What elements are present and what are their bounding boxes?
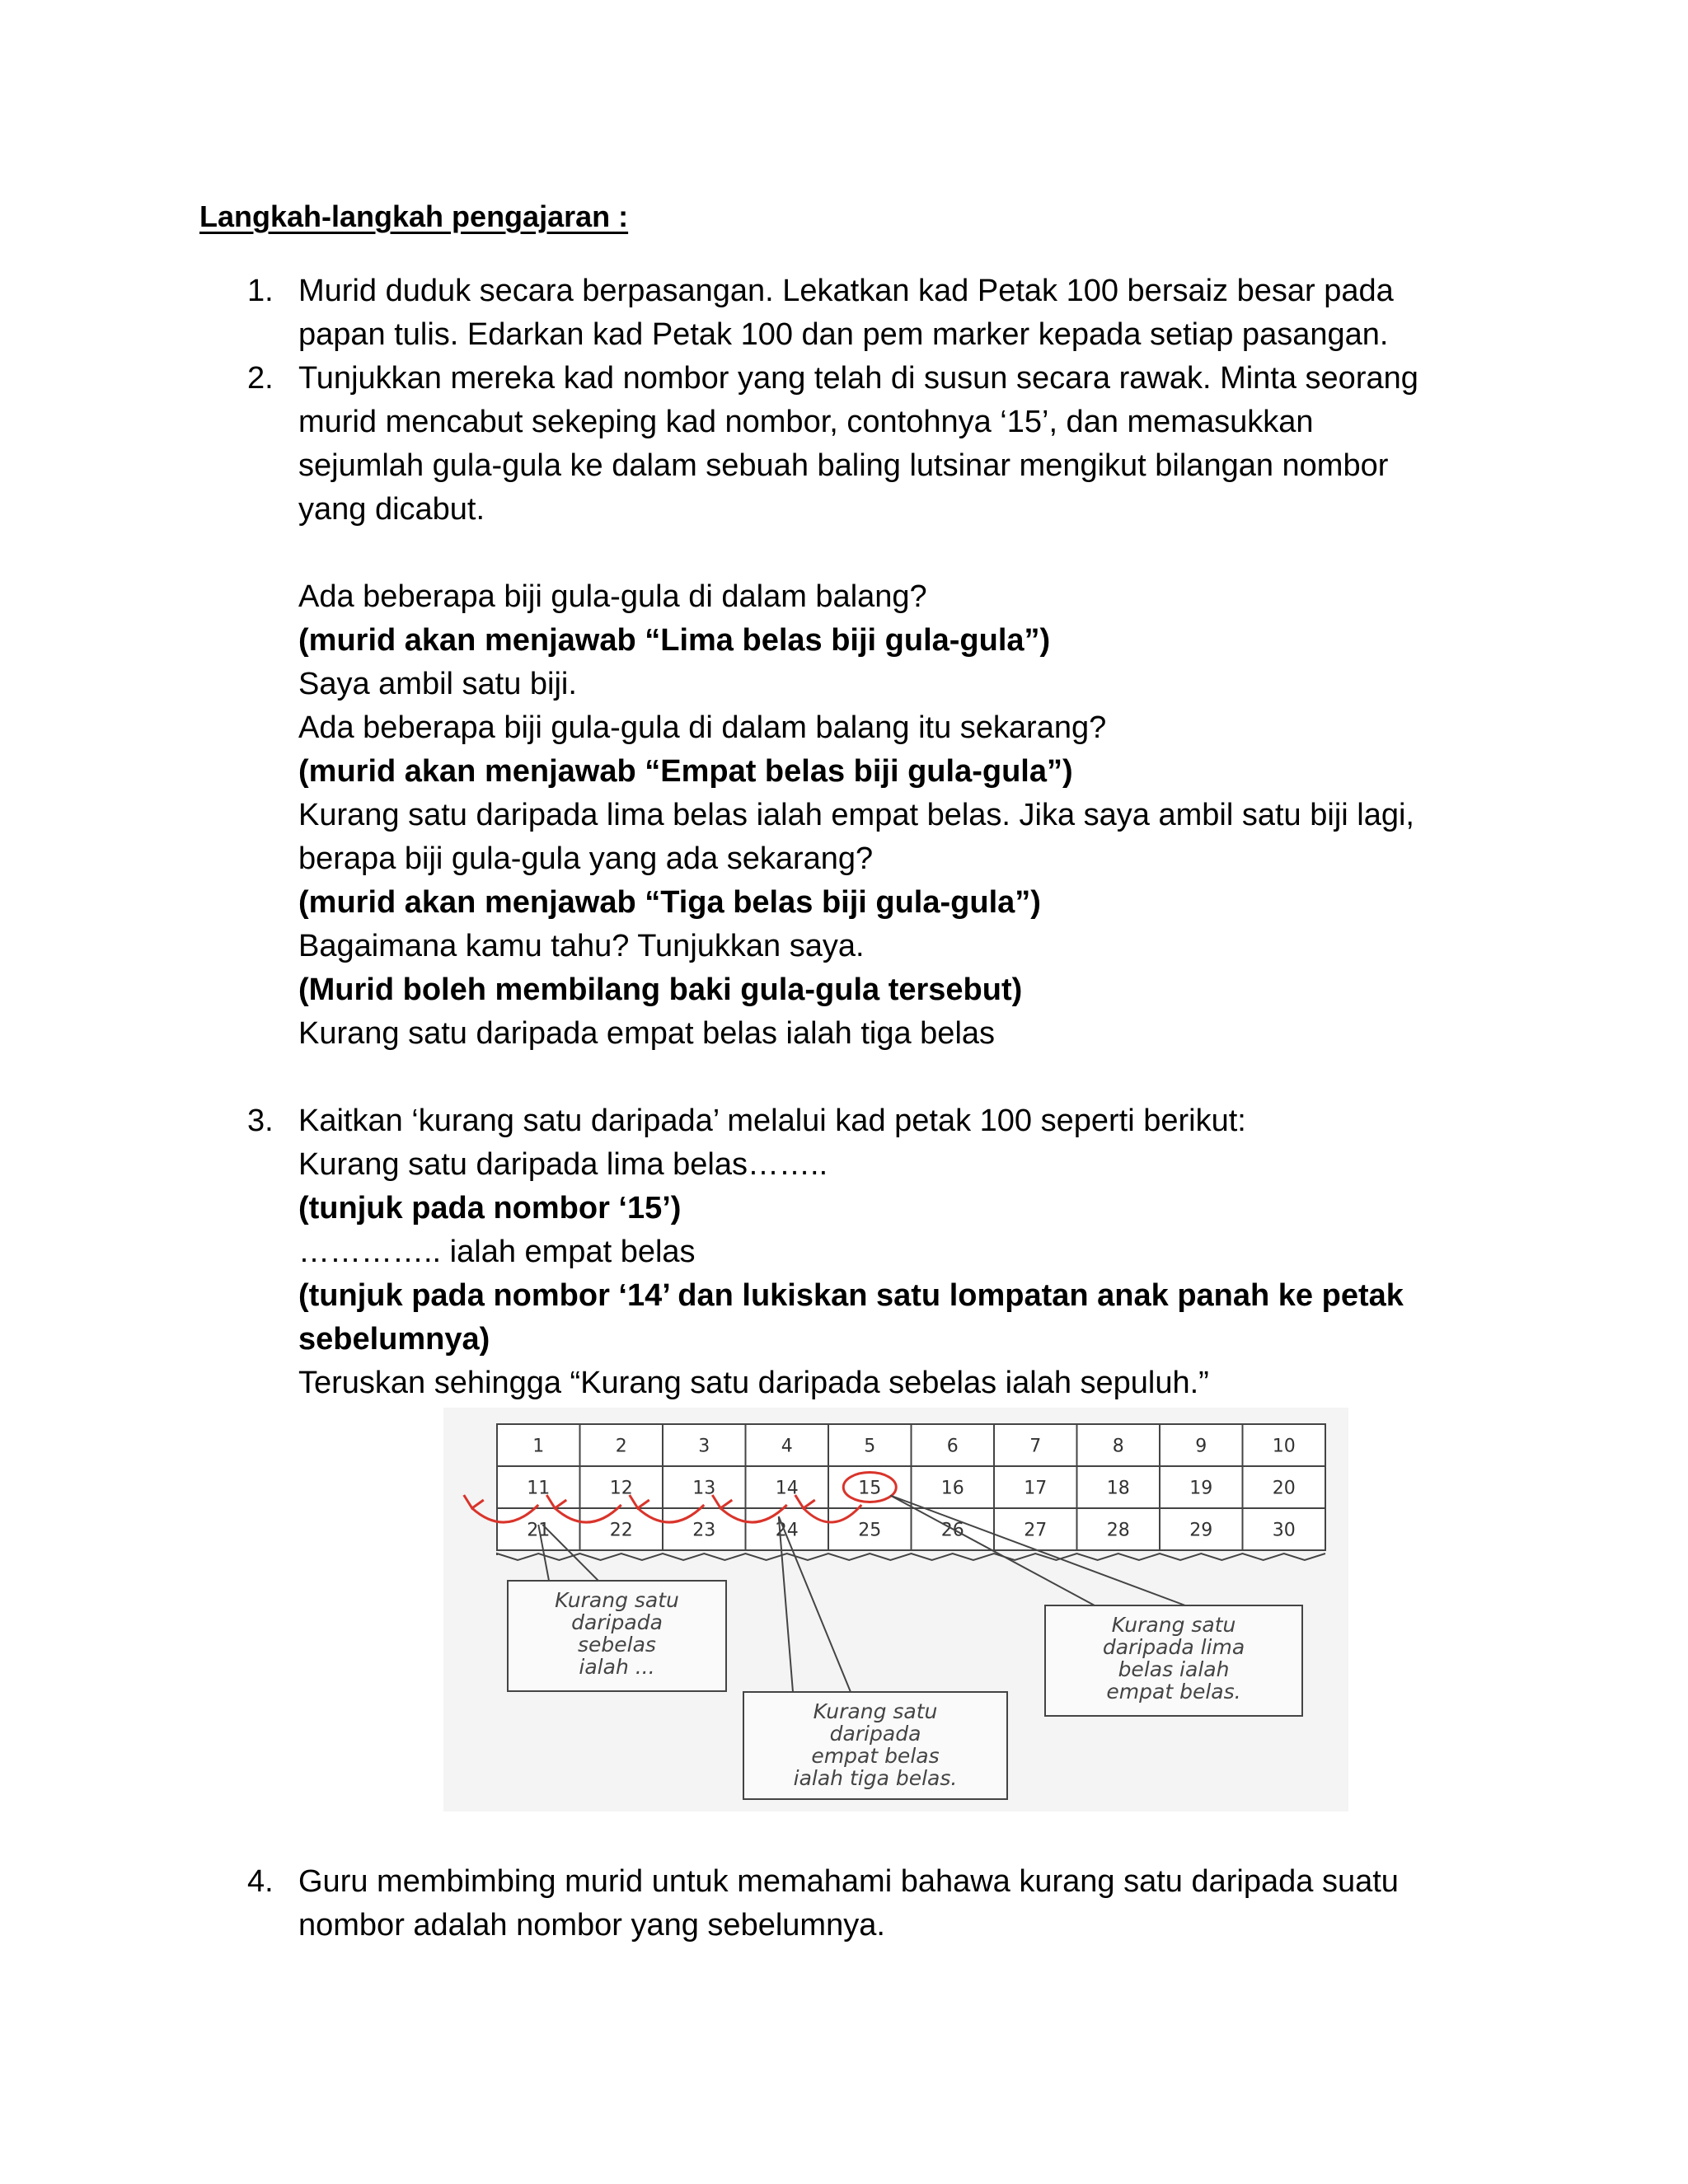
grid-cell-number: 23	[692, 1520, 716, 1541]
grid-cell-number: 15	[858, 1478, 882, 1499]
step2-line: murid mencabut sekeping kad nombor, contohnya ‘15’, dan memasukkan	[298, 405, 1314, 439]
step3-line: Teruskan sehingga “Kurang satu daripada sebelas ialah sepuluh.”	[298, 1366, 1209, 1400]
grid-cell-number: 16	[940, 1478, 964, 1499]
callout-text: belas ialah	[1118, 1657, 1230, 1681]
callout-text: Kurang satu	[555, 1588, 679, 1612]
callout-text: ialah ...	[579, 1655, 655, 1679]
grid-cell-number: 4	[781, 1436, 793, 1457]
grid-cell-number: 24	[775, 1520, 799, 1541]
step2-line: sejumlah gula-gula ke dalam sebuah baling lutsinar mengikut bilangan nombor	[298, 448, 1389, 483]
dialogue-line: Saya ambil satu biji.	[298, 667, 577, 701]
step1-line: Murid duduk secara berpasangan. Lekatkan kad Petak 100 bersaiz besar pada	[298, 274, 1394, 308]
callout-text: sebelas	[578, 1633, 656, 1657]
dialogue-response: (Murid boleh membilang baki gula-gula tersebut)	[298, 972, 1023, 1007]
dialogue-response: (murid akan menjawab “Lima belas biji gula-gula”)	[298, 623, 1051, 658]
grid-cell-number: 18	[1106, 1478, 1130, 1499]
step4-line: nombor adalah nombor yang sebelumnya.	[298, 1908, 885, 1943]
grid-cell-number: 2	[615, 1436, 627, 1457]
step-number: 2.	[247, 361, 274, 396]
grid-cell-number: 17	[1024, 1478, 1048, 1499]
dialogue-line: Ada beberapa biji gula-gula di dalam balang itu sekarang?	[298, 710, 1107, 745]
callout-text: daripada	[571, 1610, 663, 1634]
step3-instruction: (tunjuk pada nombor ‘15’)	[298, 1191, 682, 1226]
grid-cell-number: 29	[1189, 1520, 1213, 1541]
grid-cell-number: 26	[940, 1520, 964, 1541]
hundred-grid-figure	[443, 1408, 1348, 1811]
grid-cell-number: 19	[1189, 1478, 1213, 1499]
grid-cell-number: 5	[864, 1436, 876, 1457]
grid-cell-number: 21	[527, 1520, 551, 1541]
grid-cell-number: 10	[1272, 1436, 1296, 1457]
grid-cell-number: 7	[1029, 1436, 1042, 1457]
callout-text: Kurang satu	[813, 1699, 938, 1723]
grid-cell-number: 8	[1112, 1436, 1124, 1457]
step1-line: papan tulis. Edarkan kad Petak 100 dan pem marker kepada setiap pasangan.	[298, 317, 1389, 352]
grid-cell-number: 28	[1106, 1520, 1130, 1541]
step3-line: Kurang satu daripada lima belas……..	[298, 1147, 828, 1182]
dialogue-line: Kurang satu daripada empat belas ialah tiga belas	[298, 1016, 996, 1051]
callout-boxes	[508, 1581, 1302, 1799]
callout-text: ialah tiga belas.	[793, 1766, 958, 1790]
dialogue-line: Kurang satu daripada lima belas ialah empat belas. Jika saya ambil satu biji lagi,	[298, 798, 1414, 832]
grid-cell-number: 9	[1195, 1436, 1207, 1457]
dialogue-response: (murid akan menjawab “Empat belas biji gula-gula”)	[298, 754, 1073, 789]
dialogue-response: (murid akan menjawab “Tiga belas biji gula-gula”)	[298, 885, 1041, 920]
dialogue-line: berapa biji gula-gula yang ada sekarang?	[298, 841, 874, 876]
dialogue-line: Ada beberapa biji gula-gula di dalam balang?	[298, 579, 927, 614]
step3-line: Kaitkan ‘kurang satu daripada’ melalui kad petak 100 seperti berikut:	[298, 1104, 1246, 1138]
step2-line: Tunjukkan mereka kad nombor yang telah di susun secara rawak. Minta seorang	[298, 361, 1418, 396]
torn-edge	[497, 1554, 1325, 1560]
step4-line: Guru membimbing murid untuk memahami bahawa kurang satu daripada suatu	[298, 1864, 1399, 1899]
grid-cell-number: 1	[532, 1436, 545, 1457]
grid-cell-number: 22	[609, 1520, 633, 1541]
section-heading: Langkah-langkah pengajaran :	[199, 199, 629, 233]
step3-instruction: sebelumnya)	[298, 1322, 490, 1357]
grid-cell-number: 27	[1024, 1520, 1048, 1541]
step-number: 1.	[247, 274, 274, 308]
grid-cell-number: 11	[527, 1478, 551, 1499]
grid-cell-number: 30	[1272, 1520, 1296, 1541]
grid-cell-number: 12	[609, 1478, 633, 1499]
step3-instruction: (tunjuk pada nombor ‘14’ dan lukiskan satu lompatan anak panah ke petak	[298, 1278, 1404, 1313]
callout-text: empat belas	[811, 1744, 940, 1768]
arrow-head	[464, 1495, 484, 1508]
callout-text: Kurang satu	[1111, 1613, 1236, 1637]
grid-cell-number: 25	[858, 1520, 882, 1541]
dialogue-line: Bagaimana kamu tahu? Tunjukkan saya.	[298, 929, 865, 963]
step-number: 3.	[247, 1104, 274, 1138]
grid-cell-number: 3	[698, 1436, 710, 1457]
grid-cell-number: 20	[1272, 1478, 1296, 1499]
hundred-grid-illustration	[443, 1408, 1348, 1811]
callout-text: daripada	[829, 1722, 921, 1746]
step3-line: ………….. ialah empat belas	[298, 1235, 696, 1269]
grid-cell-number: 6	[946, 1436, 959, 1457]
callout-text: daripada lima	[1102, 1635, 1245, 1659]
callout-text: empat belas.	[1106, 1680, 1241, 1704]
step2-line: yang dicabut.	[298, 492, 485, 527]
step-number: 4.	[247, 1864, 274, 1899]
grid-cell-number: 14	[775, 1478, 799, 1499]
grid-cell-number: 13	[692, 1478, 716, 1499]
